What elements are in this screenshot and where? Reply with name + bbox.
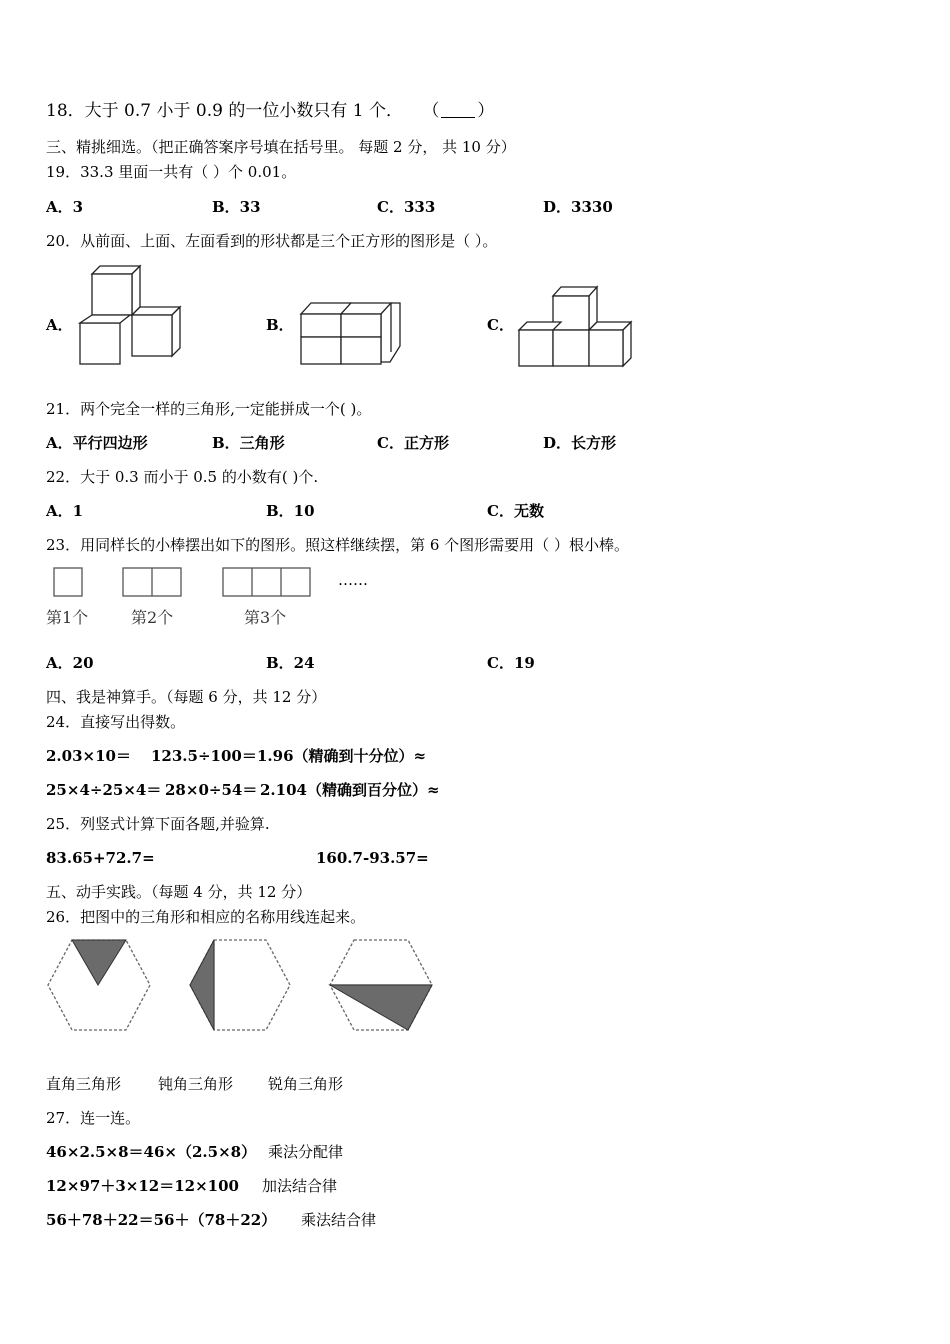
- q26-name-acute[interactable]: 锐角三角形: [268, 1075, 344, 1093]
- q21-text: 21．两个完全一样的三角形,一定能拼成一个( )。: [46, 400, 372, 418]
- q20-option-b[interactable]: B．: [266, 316, 294, 334]
- q23-figure-1: [54, 568, 82, 596]
- q21-option-c[interactable]: C．正方形: [377, 434, 449, 452]
- q23-text: 23．用同样长的小棒摆出如下的图形。照这样继续摆，第 6 个图形需要用（ ）根小棒。: [46, 536, 629, 554]
- q23-ellipsis: ……: [338, 571, 368, 589]
- q19-option-d[interactable]: D．3330: [543, 198, 613, 216]
- q18-answer-blank[interactable]: [441, 103, 475, 118]
- q23-caption-3: 第3个: [244, 608, 287, 627]
- q24-row2-item3: 2.104（精确到百分位）≈: [260, 781, 440, 799]
- q23-option-c[interactable]: C．19: [487, 654, 535, 672]
- q25-item-2: 160.7-93.57=: [316, 849, 429, 867]
- q23-figure-3: [223, 568, 310, 596]
- q20-figure-a: [78, 262, 188, 370]
- q25-item-1: 83.65+72.7=: [46, 849, 155, 867]
- section5-title: 五、动手实践。（每题 4 分，共 12 分）: [46, 883, 312, 901]
- q27-expr-1[interactable]: 46×2.5×8＝46×（2.5×8）: [46, 1143, 257, 1161]
- q20-figure-b: [298, 300, 404, 368]
- q23-stick-figures: [52, 566, 312, 598]
- q24-row2-item1: 25×4÷25×4＝: [46, 781, 162, 799]
- q22-option-a[interactable]: A．1: [46, 502, 84, 520]
- q26-shaded-triangle-2: [190, 940, 214, 1030]
- section3-title: 三、精挑细选。（把正确答案序号填在括号里。 每题 2 分， 共 10 分）: [46, 138, 516, 156]
- q18-paren-open: （: [422, 101, 440, 121]
- q21-option-a[interactable]: A．平行四边形: [46, 434, 148, 452]
- q22-option-b[interactable]: B．10: [266, 502, 315, 520]
- q19-option-b[interactable]: B．33: [212, 198, 261, 216]
- q23-option-b[interactable]: B．24: [266, 654, 315, 672]
- q26-hexagon-3[interactable]: [328, 938, 434, 1032]
- q20-figure-c: [517, 284, 637, 370]
- q20-text: 20．从前面、上面、左面看到的形状都是三个正方形的图形是（ ）。: [46, 232, 498, 250]
- section4-title: 四、我是神算手。（每题 6 分，共 12 分）: [46, 688, 327, 706]
- q27-law-1[interactable]: 乘法分配律: [268, 1143, 344, 1161]
- q24-text: 24．直接写出得数。: [46, 713, 186, 731]
- q24-row1-item3: 1.96（精确到十分位）≈: [257, 747, 427, 765]
- q20-option-a[interactable]: A．: [46, 316, 73, 334]
- q26-name-right[interactable]: 直角三角形: [46, 1075, 122, 1093]
- q19-option-a[interactable]: A．3: [46, 198, 84, 216]
- q19-text: 19．33.3 里面一共有（ ）个 0.01。: [46, 163, 297, 181]
- q23-figure-2: [123, 568, 181, 596]
- q18-text: 18．大于 0.7 小于 0.9 的一位小数只有 1 个．: [46, 101, 403, 121]
- q27-text: 27．连一连。: [46, 1109, 141, 1127]
- q27-law-3[interactable]: 乘法结合律: [301, 1211, 377, 1229]
- q23-caption-2: 第2个: [131, 608, 174, 627]
- q24-row1-item2: 123.5÷100＝: [151, 747, 257, 765]
- q27-expr-2[interactable]: 12×97＋3×12＝12×100: [46, 1177, 239, 1195]
- q27-law-2[interactable]: 加法结合律: [262, 1177, 338, 1195]
- q18-paren-close: ）: [477, 101, 495, 121]
- q21-option-b[interactable]: B．三角形: [212, 434, 285, 452]
- q26-name-obtuse[interactable]: 钝角三角形: [158, 1075, 234, 1093]
- q27-expr-3[interactable]: 56＋78＋22＝56＋（78＋22）: [46, 1211, 277, 1229]
- q23-option-a[interactable]: A．20: [46, 654, 94, 672]
- q19-option-c[interactable]: C．333: [377, 198, 436, 216]
- q23-caption-1: 第1个: [46, 608, 89, 627]
- q26-hexagon-2[interactable]: [188, 938, 294, 1032]
- q21-option-d[interactable]: D．长方形: [543, 434, 617, 452]
- q22-option-c[interactable]: C．无数: [487, 502, 544, 520]
- q24-row1-item1: 2.03×10＝: [46, 747, 131, 765]
- q26-text: 26．把图中的三角形和相应的名称用线连起来。: [46, 908, 366, 926]
- q18-line: [46, 101, 494, 121]
- q25-text: 25．列竖式计算下面各题,并验算.: [46, 815, 270, 833]
- q26-hexagon-1[interactable]: [46, 938, 152, 1032]
- q20-option-c[interactable]: C．: [487, 316, 514, 334]
- q22-text: 22．大于 0.3 而小于 0.5 的小数有( )个.: [46, 468, 319, 486]
- q24-row2-item2: 28×0÷54＝: [165, 781, 258, 799]
